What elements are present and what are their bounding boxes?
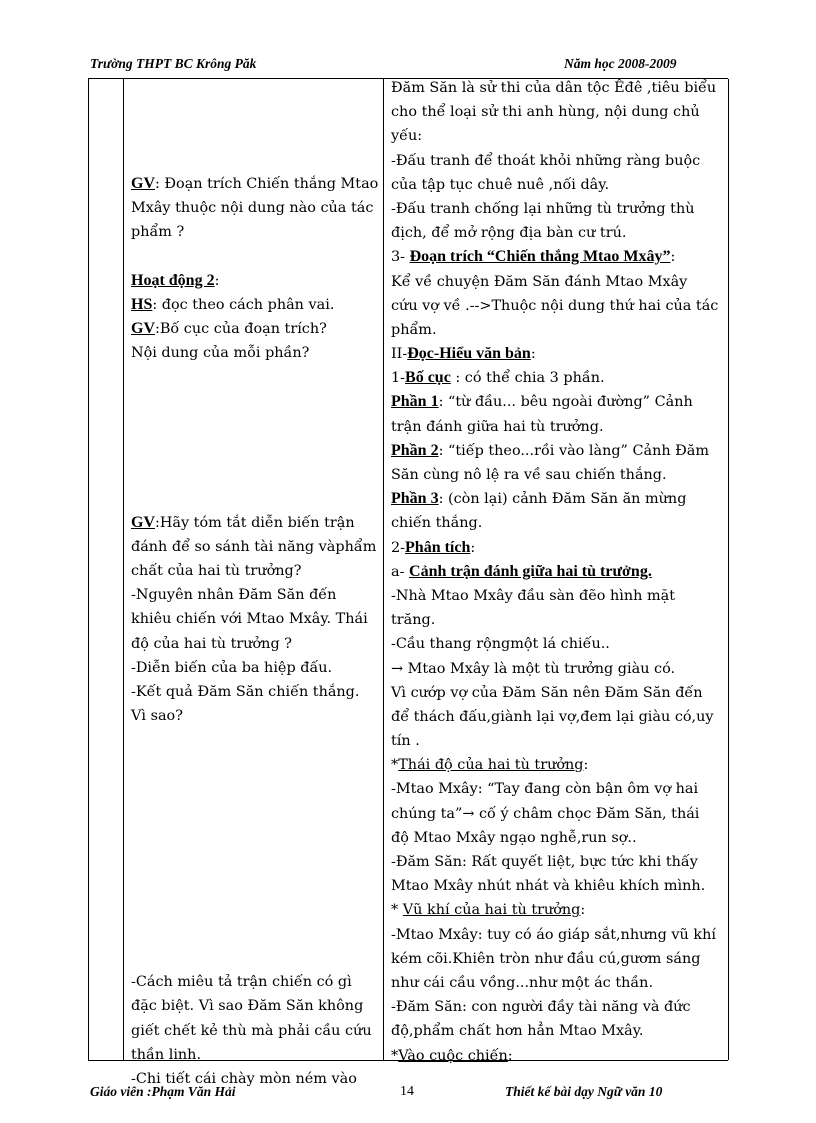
- table-left-border: [88, 79, 89, 1060]
- section-II-heading: II-Đọc-Hiểu văn bản:: [391, 345, 536, 363]
- header-school: Trường THPT BC Krông Păk: [90, 56, 257, 71]
- teacher-activity-column: GV: Đoạn trích Chiến thắng Mtao Mxây thuộc nội dung nào của tác phẩm ? Hoạt động 2: HS: đọc theo cách phân vai. GV:Bố cục của đoạn trích? Nội dung của mỗi phần? GV:Hãy tóm tắt diễn biến trận đánh để so sánh tài năng vàphẩm chất của hai tù trưởng? -Nguyên nhân Đăm Săn đến khiêu chiến với Mtao Mxây. Thái độ của hai tù trưởng ? -Diễn biến của ba hiệp đấu. -Kết quả Đăm Săn chiến thắng. Vì sao? -Cách miêu tả trận chiến có gì đặc biệt. Vì sao Đăm Săn không giết chết kẻ thù mà phải cầu cứu thần linh. -Chi tiết cái chày mòn ném vào: [131, 172, 378, 1091]
- gv-question-3: GV:Hãy tóm tắt diễn biến trận: [131, 513, 355, 531]
- part-3: Phần 3: (còn lại) cảnh Đăm Săn ăn mừng: [391, 490, 687, 508]
- column-divider-2: [383, 79, 384, 1060]
- part-1: Phần 1: “từ đầu... bêu ngoài đường” Cảnh: [391, 393, 693, 411]
- header-school-year: Năm học 2008-2009: [564, 56, 677, 71]
- gv-question-2: GV:Bố cục của đoạn trích?: [131, 320, 327, 338]
- section-3-heading: 3- Đoạn trích “Chiến thắng Mtao Mxây”:: [391, 248, 676, 266]
- weapons-heading: * Vũ khí của hai tù trưởng:: [391, 902, 586, 919]
- page-number: 14: [400, 1084, 414, 1099]
- table-right-border: [728, 79, 729, 1060]
- content-column: Đăm Săn là sử thi của dân tộc Êđê ,tiêu biểu cho thể loại sử thi anh hùng, nội dung chủ yếu: -Đấu tranh để thoát khỏi những ràng buộc của tập tục chuê nuê ,nối dây. -Đấu tranh chống lại những tù trưởng thù địch, để mở rộng địa bàn cư trú. 3- Đoạn trích “Chiến thắng Mtao Mxây”: Kể về chuyện Đăm Săn đánh Mtao Mxây cứu vợ về .-->Thuộc nội dung thứ hai của tác phẩm. II-Đọc-Hiểu văn bản: 1-Bố cục : có thể chia 3 phần. Phần 1: “từ đầu... bêu ngoài đường” Cảnh trận đánh giữa hai tù trưởng. Phần 2: “tiếp theo...rồi vào làng” Cảnh Đăm Săn cùng nô lệ ra về sau chiến thắng. Phần 3: (còn lại) cảnh Đăm Săn ăn mừng chiến thắng. 2-Phân tích: a- Cảnh trận đánh giữa hai tù trưởng. -Nhà Mtao Mxây đầu sàn đẽo hình mặt trăng. -Cầu thang rộngmột lá chiếu.. → Mtao Mxây là một tù trưởng giàu có. Vì cướp vợ của Đăm Săn nên Đăm Săn đến để thách đấu,giành lại vợ,đem lại giàu có,uy tín . *Thái độ của hai tù trưởng: -Mtao Mxây: “Tay đang còn bận ôm vợ hai chúng ta”→ cố ý châm chọc Đăm Săn, thái độ Mtao Mxây ngạo nghễ,run sợ.. -Đăm Săn: Rất quyết liệt, bực tức khi thấy Mtao Mxây nhút nhát và khiêu khích mình. * Vũ khí của hai tù trưởng: -Mtao Mxây: tuy có áo giáp sắt,nhưng vũ khí kém cõi.Khiên tròn như đầu cú,gươm sáng như cái cầu vồng...như một ác thần. -Đăm Săn: con người đầy tài năng và đức độ,phẩm chất hơn hẳn Mtao Mxây. *Vào cuộc chiến:: [391, 76, 718, 1068]
- footer-teacher: Giáo viên :Phạm Văn Hải: [90, 1084, 236, 1099]
- analysis-heading: 2-Phân tích:: [391, 538, 476, 556]
- gv-question-1: GV: Đoạn trích Chiến thắng Mtao: [131, 175, 379, 192]
- hs-instruction: HS: đọc theo cách phân vai.: [131, 295, 335, 313]
- footer-course: Thiết kế bài dạy Ngữ văn 10: [505, 1084, 663, 1099]
- activity-2-heading: Hoạt động 2:: [131, 271, 220, 289]
- battle-scene-heading: a- Cảnh trận đánh giữa hai tù trưởng.: [391, 562, 652, 580]
- layout-heading: 1-Bố cục : có thể chia 3 phần.: [391, 369, 605, 387]
- attitude-heading: *Thái độ của hai tù trưởng:: [391, 757, 589, 774]
- battle-start-heading: *Vào cuộc chiến:: [391, 1047, 513, 1064]
- column-divider-1: [123, 79, 124, 1060]
- part-2: Phần 2: “tiếp theo...rồi vào làng” Cảnh Đăm: [391, 441, 710, 459]
